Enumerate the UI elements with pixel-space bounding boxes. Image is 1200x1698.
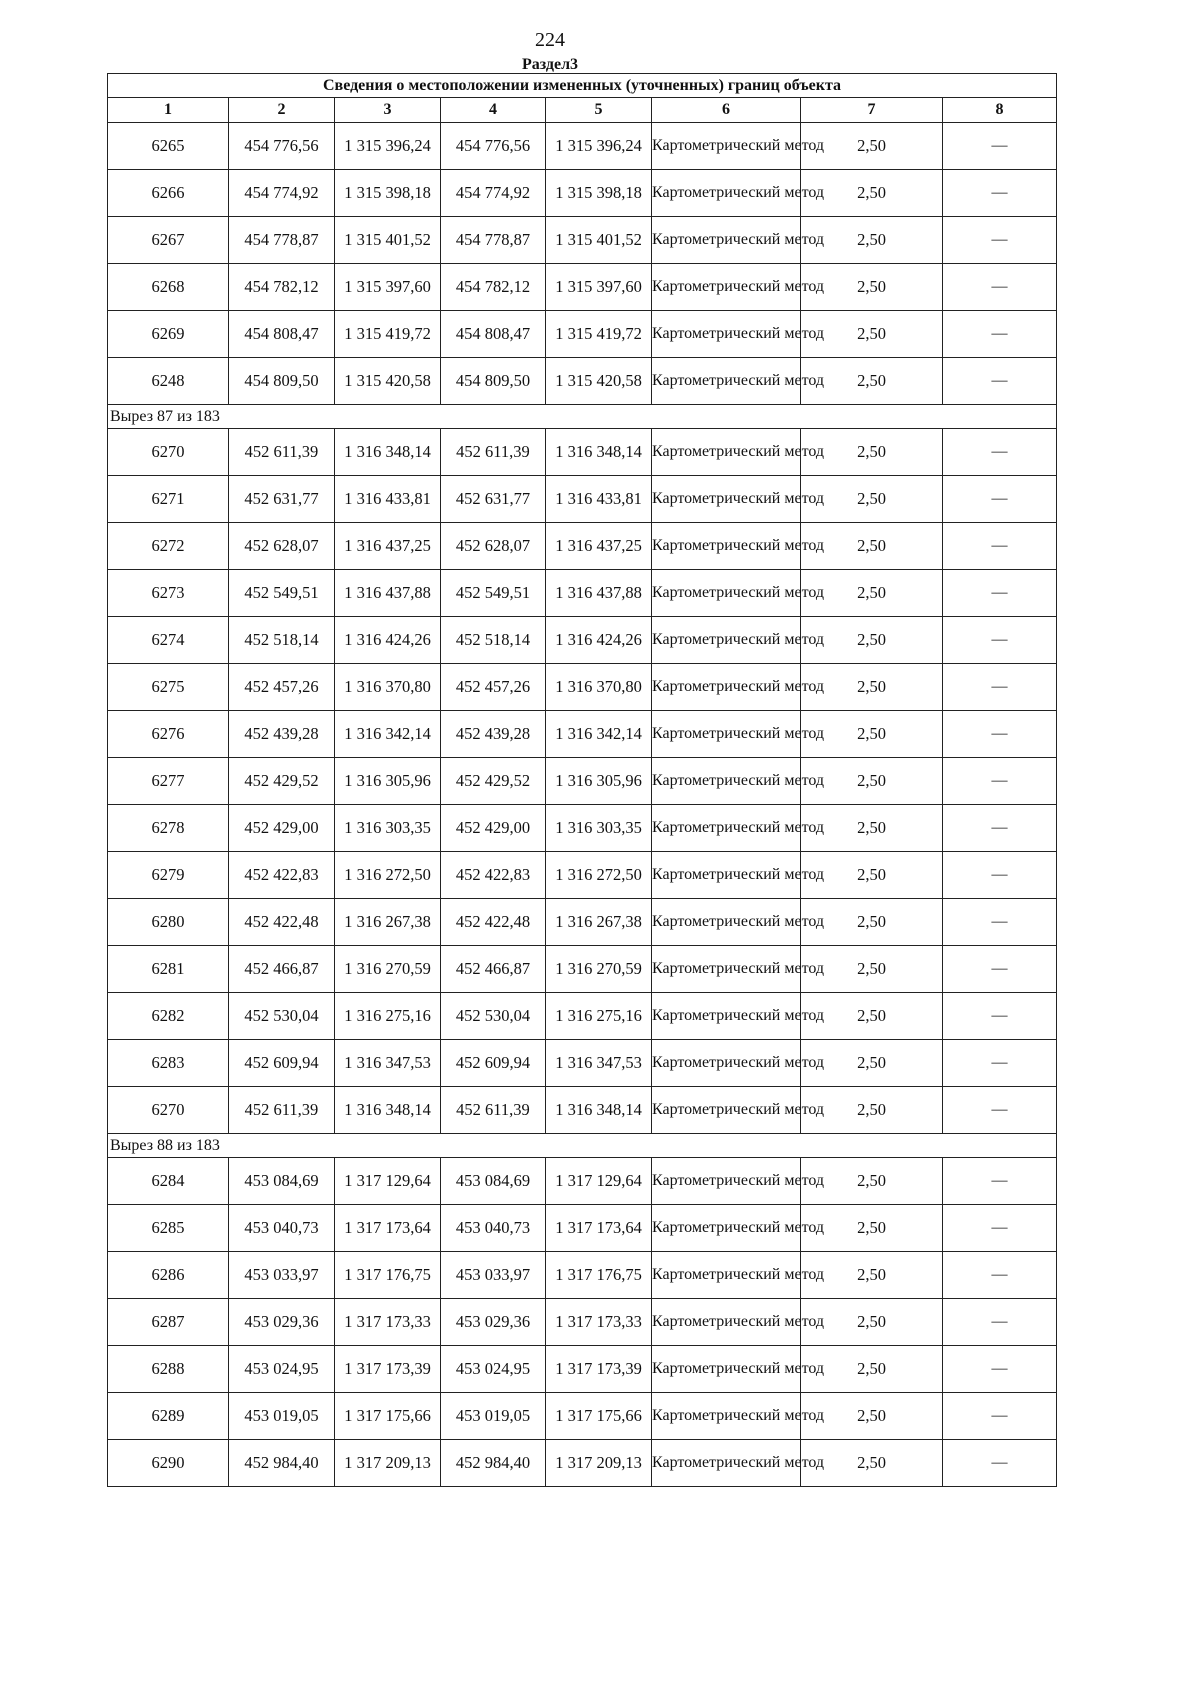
y-new-cell: 1 316 270,59 [546, 946, 652, 993]
x-new-cell: 452 457,26 [441, 664, 546, 711]
y-new-cell: 1 316 433,81 [546, 476, 652, 523]
method-cell: Картометрический метод [652, 358, 801, 405]
point-number-cell: 6270 [108, 429, 229, 476]
x-new-cell: 452 628,07 [441, 523, 546, 570]
method-cell: Картометрический метод [652, 1205, 801, 1252]
x-old-cell: 452 422,83 [229, 852, 335, 899]
accuracy-cell: 2,50 [801, 1205, 943, 1252]
description-cell: — [943, 264, 1057, 311]
accuracy-cell: 2,50 [801, 1158, 943, 1205]
x-old-cell: 453 040,73 [229, 1205, 335, 1252]
table-row [108, 1087, 1057, 1134]
method-cell: Картометрический метод [652, 993, 801, 1040]
table-row [108, 523, 1057, 570]
point-number-cell: 6275 [108, 664, 229, 711]
description-cell: — [943, 1158, 1057, 1205]
x-old-cell: 454 808,47 [229, 311, 335, 358]
table-row [108, 1252, 1057, 1299]
x-new-cell: 452 609,94 [441, 1040, 546, 1087]
boundary-coordinates-table [107, 73, 1057, 1487]
description-cell: — [943, 711, 1057, 758]
table-row [108, 1440, 1057, 1487]
x-new-cell: 452 611,39 [441, 429, 546, 476]
method-cell: Картометрический метод [652, 664, 801, 711]
section-label: Раздел3 [521, 56, 579, 73]
x-new-cell: 453 029,36 [441, 1299, 546, 1346]
group-label: Вырез 87 из 183 [108, 405, 1057, 429]
accuracy-cell: 2,50 [801, 664, 943, 711]
description-cell: — [943, 358, 1057, 405]
accuracy-cell: 2,50 [801, 1393, 943, 1440]
x-old-cell: 453 029,36 [229, 1299, 335, 1346]
y-old-cell: 1 317 209,13 [335, 1440, 441, 1487]
y-new-cell: 1 317 173,33 [546, 1299, 652, 1346]
description-cell: — [943, 311, 1057, 358]
column-number: 3 [335, 98, 441, 123]
method-cell: Картометрический метод [652, 1346, 801, 1393]
y-new-cell: 1 316 424,26 [546, 617, 652, 664]
description-cell: — [943, 758, 1057, 805]
table-row [108, 993, 1057, 1040]
y-new-cell: 1 316 370,80 [546, 664, 652, 711]
x-new-cell: 453 033,97 [441, 1252, 546, 1299]
x-new-cell: 454 774,92 [441, 170, 546, 217]
y-new-cell: 1 315 397,60 [546, 264, 652, 311]
description-cell: — [943, 1252, 1057, 1299]
x-new-cell: 452 466,87 [441, 946, 546, 993]
x-old-cell: 452 609,94 [229, 1040, 335, 1087]
accuracy-cell: 2,50 [801, 946, 943, 993]
method-cell: Картометрический метод [652, 1158, 801, 1205]
accuracy-cell: 2,50 [801, 1346, 943, 1393]
description-cell: — [943, 217, 1057, 264]
x-old-cell: 453 024,95 [229, 1346, 335, 1393]
page-number: 224 [535, 29, 565, 51]
method-cell: Картометрический метод [652, 311, 801, 358]
y-old-cell: 1 317 173,39 [335, 1346, 441, 1393]
x-new-cell: 453 040,73 [441, 1205, 546, 1252]
description-cell: — [943, 946, 1057, 993]
x-old-cell: 453 019,05 [229, 1393, 335, 1440]
accuracy-cell: 2,50 [801, 617, 943, 664]
x-old-cell: 452 530,04 [229, 993, 335, 1040]
accuracy-cell: 2,50 [801, 311, 943, 358]
y-new-cell: 1 315 401,52 [546, 217, 652, 264]
column-number: 1 [108, 98, 229, 123]
x-old-cell: 453 033,97 [229, 1252, 335, 1299]
point-number-cell: 6287 [108, 1299, 229, 1346]
x-old-cell: 454 782,12 [229, 264, 335, 311]
point-number-cell: 6288 [108, 1346, 229, 1393]
point-number-cell: 6278 [108, 805, 229, 852]
point-number-cell: 6274 [108, 617, 229, 664]
point-number-cell: 6267 [108, 217, 229, 264]
table-row [108, 1205, 1057, 1252]
table-row [108, 570, 1057, 617]
y-old-cell: 1 317 175,66 [335, 1393, 441, 1440]
x-old-cell: 452 429,52 [229, 758, 335, 805]
accuracy-cell: 2,50 [801, 993, 943, 1040]
point-number-cell: 6281 [108, 946, 229, 993]
y-new-cell: 1 316 437,88 [546, 570, 652, 617]
x-old-cell: 452 518,14 [229, 617, 335, 664]
point-number-cell: 6286 [108, 1252, 229, 1299]
x-old-cell: 454 776,56 [229, 123, 335, 170]
point-number-cell: 6272 [108, 523, 229, 570]
method-cell: Картометрический метод [652, 758, 801, 805]
table-caption: Сведения о местоположении измененных (уточненных) границ объекта [108, 74, 1057, 98]
method-cell: Картометрический метод [652, 805, 801, 852]
x-old-cell: 454 774,92 [229, 170, 335, 217]
y-old-cell: 1 315 396,24 [335, 123, 441, 170]
method-cell: Картометрический метод [652, 523, 801, 570]
point-number-cell: 6266 [108, 170, 229, 217]
accuracy-cell: 2,50 [801, 476, 943, 523]
table-row [108, 1346, 1057, 1393]
description-cell: — [943, 852, 1057, 899]
y-old-cell: 1 315 401,52 [335, 217, 441, 264]
x-new-cell: 452 631,77 [441, 476, 546, 523]
y-old-cell: 1 315 398,18 [335, 170, 441, 217]
table-row [108, 1040, 1057, 1087]
table-row [108, 170, 1057, 217]
x-old-cell: 452 631,77 [229, 476, 335, 523]
x-new-cell: 453 024,95 [441, 1346, 546, 1393]
description-cell: — [943, 899, 1057, 946]
y-new-cell: 1 317 129,64 [546, 1158, 652, 1205]
method-cell: Картометрический метод [652, 1252, 801, 1299]
x-new-cell: 452 518,14 [441, 617, 546, 664]
table-row [108, 617, 1057, 664]
y-old-cell: 1 316 267,38 [335, 899, 441, 946]
method-cell: Картометрический метод [652, 1087, 801, 1134]
accuracy-cell: 2,50 [801, 758, 943, 805]
description-cell: — [943, 664, 1057, 711]
x-new-cell: 452 984,40 [441, 1440, 546, 1487]
method-cell: Картометрический метод [652, 711, 801, 758]
description-cell: — [943, 1299, 1057, 1346]
y-new-cell: 1 316 275,16 [546, 993, 652, 1040]
y-old-cell: 1 315 419,72 [335, 311, 441, 358]
method-cell: Картометрический метод [652, 217, 801, 264]
table-row [108, 217, 1057, 264]
table-row [108, 264, 1057, 311]
y-old-cell: 1 316 348,14 [335, 429, 441, 476]
y-old-cell: 1 316 437,88 [335, 570, 441, 617]
table-row [108, 429, 1057, 476]
y-old-cell: 1 317 176,75 [335, 1252, 441, 1299]
method-cell: Картометрический метод [652, 476, 801, 523]
table-row [108, 805, 1057, 852]
description-cell: — [943, 1205, 1057, 1252]
table-body [108, 123, 1057, 1487]
x-old-cell: 454 778,87 [229, 217, 335, 264]
table-row [108, 1158, 1057, 1205]
y-new-cell: 1 316 342,14 [546, 711, 652, 758]
description-cell: — [943, 617, 1057, 664]
point-number-cell: 6269 [108, 311, 229, 358]
column-number: 6 [652, 98, 801, 123]
x-old-cell: 452 466,87 [229, 946, 335, 993]
y-old-cell: 1 316 305,96 [335, 758, 441, 805]
accuracy-cell: 2,50 [801, 217, 943, 264]
y-new-cell: 1 317 209,13 [546, 1440, 652, 1487]
accuracy-cell: 2,50 [801, 570, 943, 617]
x-new-cell: 452 422,48 [441, 899, 546, 946]
description-cell: — [943, 1440, 1057, 1487]
description-cell: — [943, 1087, 1057, 1134]
y-new-cell: 1 317 173,64 [546, 1205, 652, 1252]
description-cell: — [943, 1346, 1057, 1393]
description-cell: — [943, 429, 1057, 476]
x-old-cell: 453 084,69 [229, 1158, 335, 1205]
y-old-cell: 1 316 342,14 [335, 711, 441, 758]
table-row [108, 758, 1057, 805]
y-old-cell: 1 316 437,25 [335, 523, 441, 570]
description-cell: — [943, 1040, 1057, 1087]
method-cell: Картометрический метод [652, 570, 801, 617]
point-number-cell: 6265 [108, 123, 229, 170]
y-new-cell: 1 317 173,39 [546, 1346, 652, 1393]
x-new-cell: 452 439,28 [441, 711, 546, 758]
description-cell: — [943, 523, 1057, 570]
point-number-cell: 6276 [108, 711, 229, 758]
method-cell: Картометрический метод [652, 170, 801, 217]
x-old-cell: 452 628,07 [229, 523, 335, 570]
group-header-row [108, 1134, 1057, 1158]
accuracy-cell: 2,50 [801, 1252, 943, 1299]
group-label: Вырез 88 из 183 [108, 1134, 1057, 1158]
point-number-cell: 6280 [108, 899, 229, 946]
description-cell: — [943, 993, 1057, 1040]
table-row [108, 946, 1057, 993]
column-number: 5 [546, 98, 652, 123]
description-cell: — [943, 1393, 1057, 1440]
column-number: 2 [229, 98, 335, 123]
x-new-cell: 454 778,87 [441, 217, 546, 264]
y-old-cell: 1 316 347,53 [335, 1040, 441, 1087]
accuracy-cell: 2,50 [801, 899, 943, 946]
y-old-cell: 1 316 303,35 [335, 805, 441, 852]
y-new-cell: 1 316 437,25 [546, 523, 652, 570]
y-new-cell: 1 316 348,14 [546, 429, 652, 476]
accuracy-cell: 2,50 [801, 1440, 943, 1487]
point-number-cell: 6290 [108, 1440, 229, 1487]
x-old-cell: 452 611,39 [229, 429, 335, 476]
method-cell: Картометрический метод [652, 1393, 801, 1440]
accuracy-cell: 2,50 [801, 852, 943, 899]
y-new-cell: 1 316 303,35 [546, 805, 652, 852]
group-header-row [108, 405, 1057, 429]
y-old-cell: 1 316 424,26 [335, 617, 441, 664]
point-number-cell: 6279 [108, 852, 229, 899]
column-number: 4 [441, 98, 546, 123]
table-row [108, 311, 1057, 358]
x-old-cell: 452 611,39 [229, 1087, 335, 1134]
point-number-cell: 6248 [108, 358, 229, 405]
accuracy-cell: 2,50 [801, 1040, 943, 1087]
y-old-cell: 1 316 275,16 [335, 993, 441, 1040]
x-old-cell: 452 984,40 [229, 1440, 335, 1487]
method-cell: Картометрический метод [652, 946, 801, 993]
method-cell: Картометрический метод [652, 1040, 801, 1087]
y-new-cell: 1 316 348,14 [546, 1087, 652, 1134]
accuracy-cell: 2,50 [801, 123, 943, 170]
x-old-cell: 452 549,51 [229, 570, 335, 617]
y-old-cell: 1 317 173,64 [335, 1205, 441, 1252]
y-old-cell: 1 317 129,64 [335, 1158, 441, 1205]
x-new-cell: 454 782,12 [441, 264, 546, 311]
x-new-cell: 452 429,00 [441, 805, 546, 852]
point-number-cell: 6271 [108, 476, 229, 523]
accuracy-cell: 2,50 [801, 1299, 943, 1346]
y-old-cell: 1 316 272,50 [335, 852, 441, 899]
y-new-cell: 1 315 419,72 [546, 311, 652, 358]
accuracy-cell: 2,50 [801, 711, 943, 758]
column-number: 7 [801, 98, 943, 123]
y-old-cell: 1 315 420,58 [335, 358, 441, 405]
table-row [108, 123, 1057, 170]
x-new-cell: 454 808,47 [441, 311, 546, 358]
x-new-cell: 454 809,50 [441, 358, 546, 405]
x-new-cell: 452 429,52 [441, 758, 546, 805]
method-cell: Картометрический метод [652, 429, 801, 476]
y-old-cell: 1 316 433,81 [335, 476, 441, 523]
table-row [108, 899, 1057, 946]
column-number: 8 [943, 98, 1057, 123]
table-row [108, 852, 1057, 899]
method-cell: Картометрический метод [652, 899, 801, 946]
y-old-cell: 1 316 348,14 [335, 1087, 441, 1134]
point-number-cell: 6283 [108, 1040, 229, 1087]
x-new-cell: 452 549,51 [441, 570, 546, 617]
y-new-cell: 1 316 347,53 [546, 1040, 652, 1087]
table-row [108, 476, 1057, 523]
x-old-cell: 452 457,26 [229, 664, 335, 711]
x-new-cell: 454 776,56 [441, 123, 546, 170]
point-number-cell: 6285 [108, 1205, 229, 1252]
accuracy-cell: 2,50 [801, 170, 943, 217]
point-number-cell: 6282 [108, 993, 229, 1040]
y-old-cell: 1 316 270,59 [335, 946, 441, 993]
accuracy-cell: 2,50 [801, 1087, 943, 1134]
x-new-cell: 453 019,05 [441, 1393, 546, 1440]
description-cell: — [943, 123, 1057, 170]
x-new-cell: 453 084,69 [441, 1158, 546, 1205]
description-cell: — [943, 805, 1057, 852]
x-new-cell: 452 530,04 [441, 993, 546, 1040]
x-old-cell: 452 429,00 [229, 805, 335, 852]
accuracy-cell: 2,50 [801, 429, 943, 476]
y-old-cell: 1 317 173,33 [335, 1299, 441, 1346]
point-number-cell: 6289 [108, 1393, 229, 1440]
table-row [108, 1393, 1057, 1440]
point-number-cell: 6277 [108, 758, 229, 805]
point-number-cell: 6273 [108, 570, 229, 617]
y-new-cell: 1 315 420,58 [546, 358, 652, 405]
method-cell: Картометрический метод [652, 1299, 801, 1346]
method-cell: Картометрический метод [652, 852, 801, 899]
accuracy-cell: 2,50 [801, 264, 943, 311]
y-old-cell: 1 315 397,60 [335, 264, 441, 311]
table-row [108, 711, 1057, 758]
y-new-cell: 1 317 176,75 [546, 1252, 652, 1299]
table-row [108, 664, 1057, 711]
description-cell: — [943, 170, 1057, 217]
column-number-row [108, 98, 1057, 123]
x-new-cell: 452 611,39 [441, 1087, 546, 1134]
method-cell: Картометрический метод [652, 1440, 801, 1487]
y-new-cell: 1 315 398,18 [546, 170, 652, 217]
x-old-cell: 454 809,50 [229, 358, 335, 405]
point-number-cell: 6270 [108, 1087, 229, 1134]
description-cell: — [943, 476, 1057, 523]
y-new-cell: 1 317 175,66 [546, 1393, 652, 1440]
point-number-cell: 6284 [108, 1158, 229, 1205]
description-cell: — [943, 570, 1057, 617]
y-new-cell: 1 316 305,96 [546, 758, 652, 805]
y-new-cell: 1 316 267,38 [546, 899, 652, 946]
point-number-cell: 6268 [108, 264, 229, 311]
table-row [108, 1299, 1057, 1346]
table-row [108, 358, 1057, 405]
x-old-cell: 452 439,28 [229, 711, 335, 758]
x-new-cell: 452 422,83 [441, 852, 546, 899]
accuracy-cell: 2,50 [801, 523, 943, 570]
method-cell: Картометрический метод [652, 123, 801, 170]
x-old-cell: 452 422,48 [229, 899, 335, 946]
method-cell: Картометрический метод [652, 617, 801, 664]
method-cell: Картометрический метод [652, 264, 801, 311]
accuracy-cell: 2,50 [801, 358, 943, 405]
y-new-cell: 1 316 272,50 [546, 852, 652, 899]
accuracy-cell: 2,50 [801, 805, 943, 852]
y-old-cell: 1 316 370,80 [335, 664, 441, 711]
y-new-cell: 1 315 396,24 [546, 123, 652, 170]
